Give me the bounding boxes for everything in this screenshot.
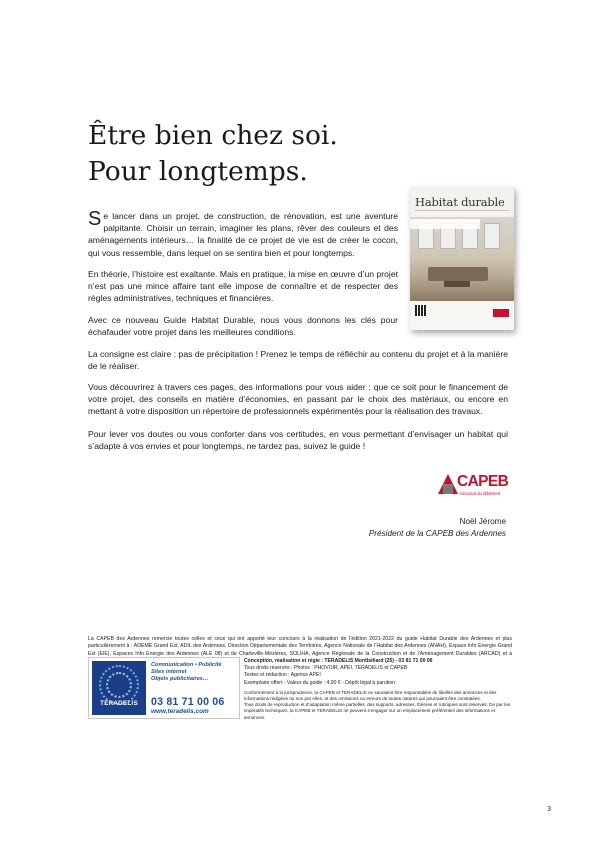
legal-line: Textes et rédaction : Agence APEI bbox=[244, 672, 321, 679]
ad-service-line: Objets publicitaires… bbox=[151, 676, 209, 683]
legal-line: Conception, réalisation et régie : TERADELIS Montbéliard (25) - 03 81 71 00 06 bbox=[244, 658, 433, 664]
cover-sofa bbox=[428, 267, 488, 281]
cover-table bbox=[444, 281, 470, 287]
title-line-1: Être bien chez soi. bbox=[88, 120, 338, 151]
cover-capeb-logo bbox=[493, 309, 509, 317]
capeb-tagline: Artisanat du Bâtiment bbox=[459, 491, 501, 496]
ad-service-line: Communication • Publicité bbox=[151, 662, 222, 668]
ad-phone: 03 81 71 00 06 bbox=[151, 696, 225, 708]
legal-line: Exemplaire offert - Valeur du guide : 4,90 € - Dépôt légal à parution bbox=[244, 679, 396, 686]
paragraph-theory: En théorie, l’histoire est exaltante. Mais en pratique, la mise en œuvre d’un projet n’est pas une mince affaire tant elle impose de connaître et de respecter des règles administratives, techniques et financières. bbox=[88, 269, 398, 304]
ad-service-line: Sites internet bbox=[151, 669, 187, 676]
capeb-logo bbox=[438, 472, 512, 502]
legal-notice bbox=[244, 658, 512, 721]
capeb-square-icon bbox=[443, 484, 453, 494]
cover-banner bbox=[410, 219, 480, 229]
paragraph-guide: Avec ce nouveau Guide Habitat Durable, nous vous donnons les clés pour échafauder votre projet dans les meilleures conditions. bbox=[88, 315, 398, 338]
signatory-name: Noël Jérome bbox=[459, 517, 506, 526]
teradelis-brand: TERADELIS bbox=[100, 700, 138, 707]
acknowledgements: La CAPEB des Ardennes remercie toutes celles et ceux qui ont apporté leur concours à la réalisation de l’édition 2021-2022 du guide Habitat Durable des Ardennes et plus particulièrement à : ADEME Grand Est, ADIL des Ardennes, Direction Départementale des Territoires, Agence Nationale de l’Habitat des Ardennes (ANAH), Espace Info Energie Grand Est (EIE), Espaces Info Energie des Ardennes (ALE 08) et de Charleville-Mézières, SOLIHA, Agence Régionale de la Construction et de l’Aménagement Durables (ARCAD) et à bbox=[88, 636, 512, 657]
page-title bbox=[88, 118, 428, 190]
ad-services bbox=[151, 662, 222, 684]
cover-window bbox=[484, 223, 500, 249]
legal-paragraph: Conformément à la jurisprudence, la CAPEB et TERADELIS ne sauraient être responsables de libellés des annonces et des informations rédigées ou non par elles, et des omissions ou erreurs de toutes natures qui pourraient être constatées. bbox=[244, 689, 497, 702]
drop-cap: S bbox=[88, 208, 102, 230]
paragraph-intro-text: e lancer dans un projet, de construction, de rénovation, est une aventure palpitante. Choisir un terrain, imaginer les plans, rêver des couleurs et des aménagements intérieurs… la finalité de ce projet de vie est de créer le cocon, qui vous ressemble, dans lequel on se sentira bien et pour longtemps. bbox=[88, 211, 398, 258]
legal-paragraph: Tous droits de reproduction et d’adaptation même partielles, des supports, adresses, thèmes et rubriques sont réservés. De par les impératifs techniques, la CAPEB et TERADELIS ne peuvent s’engager sur un emplacement préférentiel des informations et annonces. bbox=[244, 702, 511, 720]
qr-code-icon bbox=[415, 305, 426, 316]
paragraph-contents: Vous découvrirez à travers ces pages, des informations pour vous aider : que ce soit pour le financement de votre projet, des conseils en matière d’économies, en passant par le choix des matériaux, ou encore en mettant à votre disposition un répertoire de professionnels expérimentés pour la réalisation des travaux. bbox=[88, 382, 508, 417]
page-number: 3 bbox=[547, 806, 551, 813]
paragraph-intro bbox=[88, 210, 398, 259]
cover-photo bbox=[410, 217, 514, 301]
title-line-2: Pour longtemps. bbox=[88, 156, 308, 187]
globe-ring-icon bbox=[106, 672, 132, 698]
paragraph-advice: La consigne est claire : pas de précipitation ! Prenez le temps de réfléchir au contenu du projet et à la manière de le réaliser. bbox=[88, 349, 508, 372]
signatory-role: Président de la CAPEB des Ardennes bbox=[368, 529, 506, 538]
teradelis-ad bbox=[88, 657, 240, 719]
guide-cover-image bbox=[410, 187, 514, 330]
ad-url: www.teradelis.com bbox=[151, 708, 209, 715]
cover-divider bbox=[415, 210, 509, 211]
paragraph-closing: Pour lever vos doutes ou vous conforter dans vos certitudes, en vous permettant d’envisager un habitat qui s’adapte à vos envies et pour longtemps, ne tardez pas, suivez le guide ! bbox=[88, 429, 508, 452]
capeb-wordmark: CAPEB bbox=[457, 473, 509, 490]
teradelis-logo bbox=[92, 661, 146, 715]
cover-title: Habitat durable bbox=[415, 195, 505, 209]
legal-line: Tous droits réservés - Photos : PHOVOIR, APEI, TERADELIS et CAPEB bbox=[244, 665, 408, 672]
